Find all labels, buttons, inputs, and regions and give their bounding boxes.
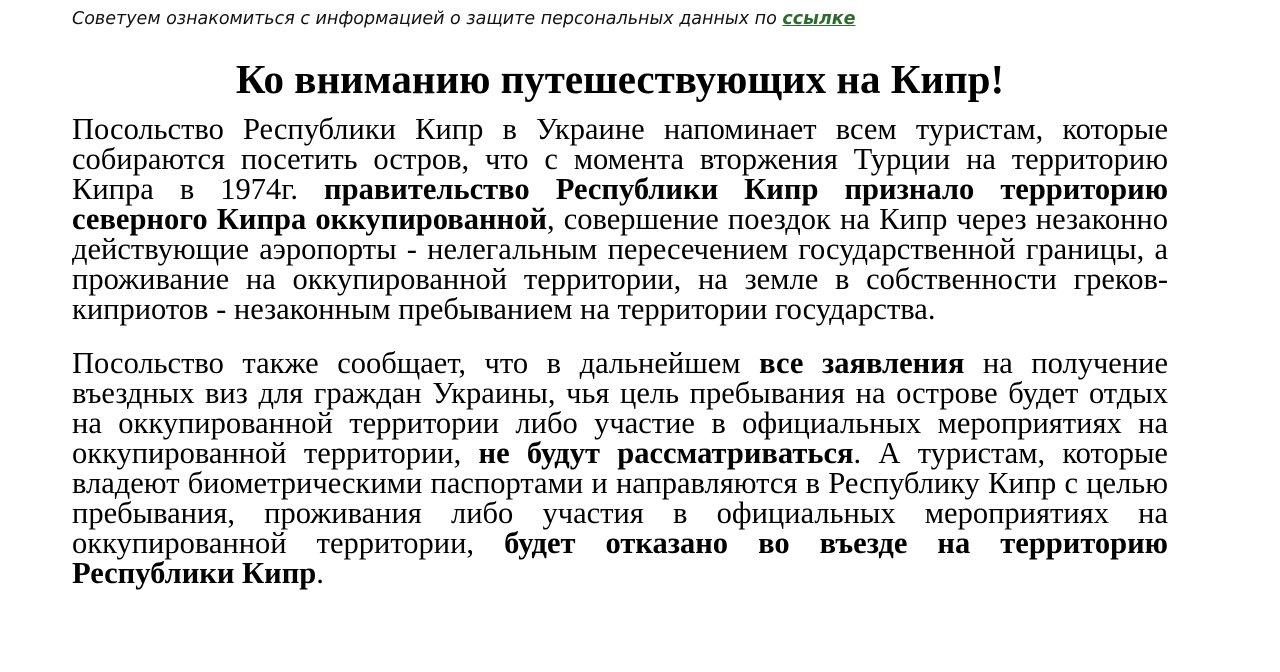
paragraph-text: . А туристам, которые владеют биометрическими паспортами и направляются в Республику Кипр с целью пребывания, проживания либо участия в официальных мероприятиях на оккупированной территории,: [72, 436, 1168, 560]
article-body: [72, 114, 1168, 588]
paragraph-text: Посольство также сообщает, что в дальнейшем: [72, 346, 741, 380]
privacy-link[interactable]: ссылке: [782, 9, 856, 29]
paragraph-bold-text: правительство Республики Кипр признало территорию северного Кипра оккупированной: [72, 172, 1169, 236]
paragraph-visa: [72, 348, 1168, 588]
paragraph-text: .: [316, 556, 324, 590]
paragraph-text: на получение въездных виз для граждан Украины, чья цель пребывания на острове будет отдых на оккупированной территории либо участие в официальных мероприятиях на оккупированной территории,: [72, 346, 1169, 470]
paragraph-bold-text: будет отказано во въезде на территорию Республики Кипр: [72, 526, 1168, 590]
paragraph-bold-text: не будут рассматриваться: [478, 436, 854, 470]
page-title: Ко вниманию путешествующих на Кипр!: [235, 56, 1005, 102]
paragraph-occupation: [72, 114, 1168, 324]
privacy-notice: [72, 7, 856, 31]
paragraph-bold-text: все заявления: [759, 346, 965, 380]
privacy-notice-text: Советуем ознакомиться с информацией о защите персональных данных по: [72, 9, 777, 29]
paragraph-text: Посольство Республики Кипр в Украине напоминает всем туристам, которые собираются посетить остров, что с момента вторжения Турции на территорию Кипра в 1974г.: [72, 112, 1168, 206]
paragraph-text: , совершение поездок на Кипр через незаконно действующие аэропорты - нелегальным пересечением государственной границы, а проживание на оккупированной территории, на земле в собственности греков-киприотов - незаконным пребыванием на территории государства.: [72, 202, 1169, 326]
